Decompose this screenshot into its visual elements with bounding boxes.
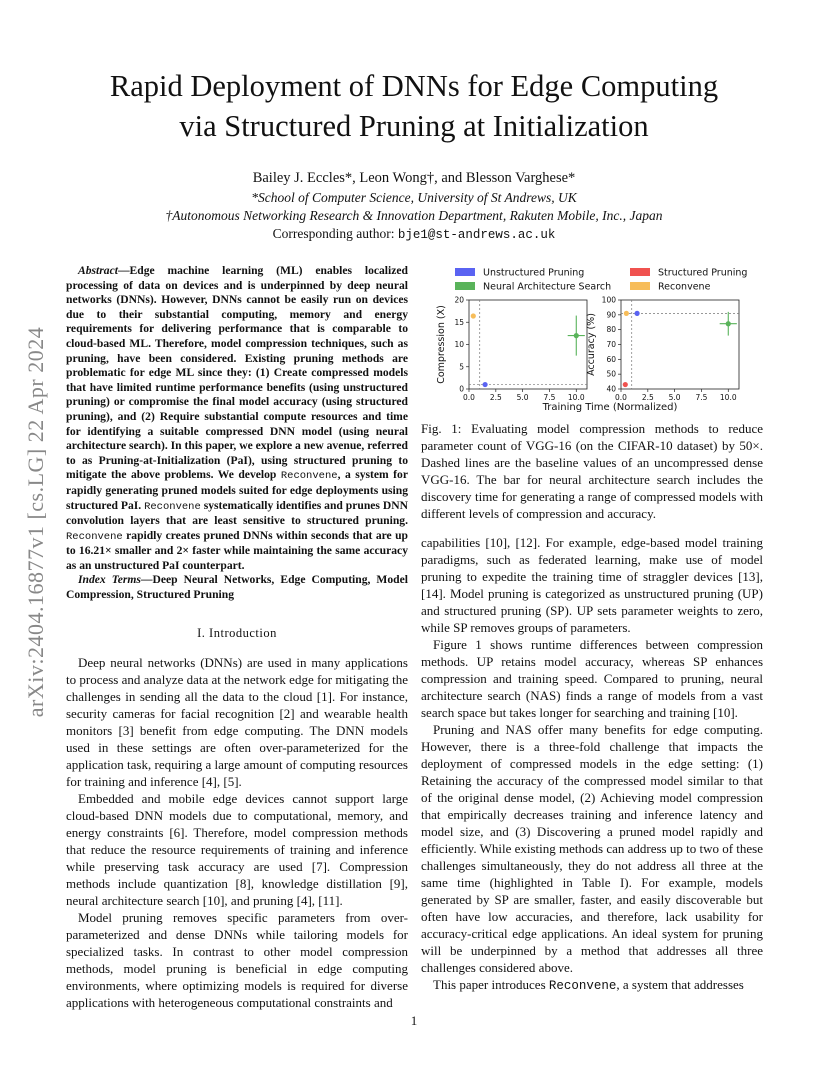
x-axis-label: Training Time (Normalized) — [542, 402, 678, 413]
legend-swatch — [455, 268, 475, 276]
x-tick-label: 7.5 — [543, 393, 556, 402]
x-tick-label: 0.0 — [615, 393, 627, 402]
figure-1 — [425, 262, 765, 414]
index-terms-text: —Deep Neural Networks, Edge Computing, Model Compression, Structured Pruning — [66, 573, 408, 602]
x-tick-label: 5.0 — [668, 393, 681, 402]
legend-label: Structured Pruning — [658, 267, 748, 279]
y-tick-label: 50 — [606, 369, 616, 379]
x-tick-label: 10.0 — [719, 393, 737, 402]
data-point — [482, 382, 487, 387]
legend-swatch — [455, 282, 475, 290]
author-names: Bailey J. Eccles*, Leon Wong†, and Blesson Varghese* — [252, 170, 576, 186]
legend-label: Neural Architecture Search — [483, 281, 612, 293]
right-paragraph-4 — [421, 976, 763, 995]
intro-paragraph-2: Embedded and mobile edge devices cannot support large cloud-based DNN models due to computational, memory, and energy constraints [6]. Therefore, model compression methods that reduce the resource requirements of training and inference while preserving task accuracy are used [7]. Compression methods include quantization [8], knowledge distillation [9], neural architecture search [10], and pruning [4], [11]. — [66, 790, 408, 908]
legend-label: Unstructured Pruning — [483, 267, 585, 279]
system-name: Reconvene — [144, 500, 201, 513]
y-tick-label: 70 — [606, 340, 616, 349]
right-paragraph-2: Figure 1 shows runtime differences between compression methods. UP retains model accuracy, whereas SP enhances compression and training speed. Compared to pruning, neural architecture search (NAS) finds a range of models from a vast search space but takes longer for searching and training [10]. — [421, 637, 763, 720]
x-tick-label: 10.0 — [567, 393, 585, 402]
title-line-2: via Structured Pruning at Initialization — [179, 109, 649, 143]
right-paragraph-3: Pruning and NAS offer many benefits for edge computing. However, there is a three-fold challenge that impacts the deployment of compressed models in the edge setting: (1) Retaining the accuracy of the compressed model similar to that of the original dense model, (2) Achieving model compression that empirically decreases training and inference latency and model size, and (3) Discovering a pruned model rapidly and efficiently. While existing methods can address up to two of these challenges simultaneously, they do not address all three at the same time (highlighted in Table I). For example, models generated by SP are smaller, faster, and easily discoverable but often have low accuracies, and therefore, lack usability for accuracy-critical edge applications. An ideal system for pruning will be underpinned by a method that addresses all three challenges considered above. — [421, 722, 764, 975]
legend-swatch — [630, 268, 650, 276]
abstract-text-c: systematically identifies and prunes DNN convolution layers that are least sensitive to structured pruning. — [66, 498, 408, 528]
system-name: Reconvene — [66, 530, 123, 543]
paper-title — [60, 66, 768, 146]
abstract-text-b: , a system for rapidly generating pruned models suited for edge deployments using structured PaI. — [66, 468, 408, 512]
arxiv-sidebar-stamp — [14, 282, 58, 762]
right-paragraph-1: capabilities [10], [12]. For example, edge-based model training paradigms, such as federated learning, make use of model pruning to expedite the training time of straggler devices [13], [14]. Model pruning is categorized as unstructured pruning (UP) and structured pruning (SP). UP sets parameter weights to zero, while SP removes groups of parameters. — [421, 535, 763, 635]
arxiv-id: arXiv:2404.16877v1 [cs.LG] 22 Apr 2024 — [23, 326, 48, 718]
affiliation-1: *School of Computer Science, University of St Andrews, UK — [251, 190, 577, 205]
corresponding-email[interactable]: bje1@st-andrews.ac.uk — [397, 228, 556, 242]
x-tick-label: 0.0 — [463, 393, 475, 402]
y-tick-label: 80 — [606, 325, 616, 335]
right-paragraph-4-a: This paper introduces — [433, 977, 549, 992]
data-point — [624, 311, 629, 316]
y-tick-label: 0 — [459, 384, 464, 394]
data-point — [634, 311, 639, 316]
author-block — [80, 168, 748, 244]
right-paragraph-4-b: , a system that addresses — [616, 977, 744, 992]
abstract-text-a: —Edge machine learning (ML) enables localized processing of data on devices and is underpinned by deep neural networks (DNNs). However, DNNs cannot be easily run on devices due to their substantial computing, memory and energy requirements for delivering performance that is comparable to cloud-based ML. Therefore, model compression techniques, such as pruning, have been considered. Existing pruning methods are problematic for edge ML since they: (1) Create compressed models that have limited runtime performance benefits (using unstructured pruning) or compromise the final model accuracy (using structured pruning), and (2) Require substantial compute resources and time for identifying a suitable compressed DNN model (using neural architecture search). In this paper, we explore a new avenue, referred to as Pruning-at-Initialization (PaI), using structured pruning to mitigate the above problems. We develop — [66, 264, 408, 482]
corresponding-author — [80, 225, 748, 244]
figure-1-chart — [425, 262, 765, 414]
y-tick-label: 5 — [459, 362, 464, 372]
page-number: 1 — [410, 1013, 418, 1028]
title-line-1: Rapid Deployment of DNNs for Edge Computing — [109, 69, 719, 103]
figure-caption-text: Fig. 1: Evaluating model compression methods to reduce parameter count of VGG-16 (on the CIFAR-10 dataset) by 50×. Dashed lines are the baseline values of an uncompressed dense VGG-16. The bar for neural architecture search includes the discovery time for generating a range of compressed models with different levels of compression and accuracy. — [421, 421, 763, 521]
index-terms-label: Index Terms — [78, 573, 141, 587]
system-name: Reconvene — [280, 470, 338, 483]
y-tick-label: 15 — [454, 317, 464, 327]
axes-frame — [469, 300, 587, 389]
intro-paragraph-3: Model pruning removes specific parameters from over-parameterized and dense DNNs while tailoring models for specialized tasks. In contrast to other model compression methods, model pruning is beneficial in edge computing environments, where optimizing models is required for diverse applications with heterogeneous computational constraints and — [66, 909, 408, 1010]
y-tick-label: 60 — [606, 354, 616, 364]
y-tick-label: 100 — [601, 295, 616, 305]
y-axis-label: Accuracy (%) — [586, 313, 597, 376]
data-point — [574, 333, 579, 338]
section-heading-introduction: I. Introduction — [197, 625, 277, 640]
legend-swatch — [630, 282, 650, 290]
data-point — [471, 313, 476, 318]
y-axis-label: Compression (X) — [436, 305, 447, 384]
data-point — [623, 382, 628, 387]
abstract-text-d: rapidly creates pruned DNNs within seconds that are up to 16.21× smaller and 2× faster while maintaining the same accuracy as an unstructured PaI counterpart. — [66, 528, 408, 572]
y-tick-label: 40 — [606, 384, 616, 394]
x-tick-label: 2.5 — [641, 393, 654, 402]
figure-1-caption — [421, 420, 763, 522]
y-tick-label: 20 — [454, 295, 464, 305]
x-tick-label: 7.5 — [695, 393, 708, 402]
corresponding-label: Corresponding author: — [272, 226, 395, 241]
abstract-label: Abstract — [78, 264, 118, 277]
x-tick-label: 5.0 — [516, 393, 529, 402]
abstract — [66, 264, 408, 603]
right-column — [421, 534, 763, 995]
intro-paragraph-1: Deep neural networks (DNNs) are used in many applications to process and analyze data at the network edge for mitigating the challenges in sending all the data to the cloud [1]. For instance, security cameras for facial recognition [2] and wearable health monitors [3] benefit from edge computing. The DNN models used in these settings are often over-parameterized for the application task, requiring a large amount of computing resources for training and inference [4], [5]. — [66, 654, 408, 789]
data-point — [726, 321, 731, 326]
legend-label: Reconvene — [658, 281, 711, 293]
x-tick-label: 2.5 — [489, 393, 502, 402]
system-name: Reconvene — [548, 979, 617, 993]
left-column — [66, 264, 408, 1011]
y-tick-label: 10 — [454, 340, 464, 349]
affiliation-2: †Autonomous Networking Research & Innovation Department, Rakuten Mobile, Inc., Japan — [165, 208, 663, 223]
y-tick-label: 90 — [606, 310, 616, 320]
